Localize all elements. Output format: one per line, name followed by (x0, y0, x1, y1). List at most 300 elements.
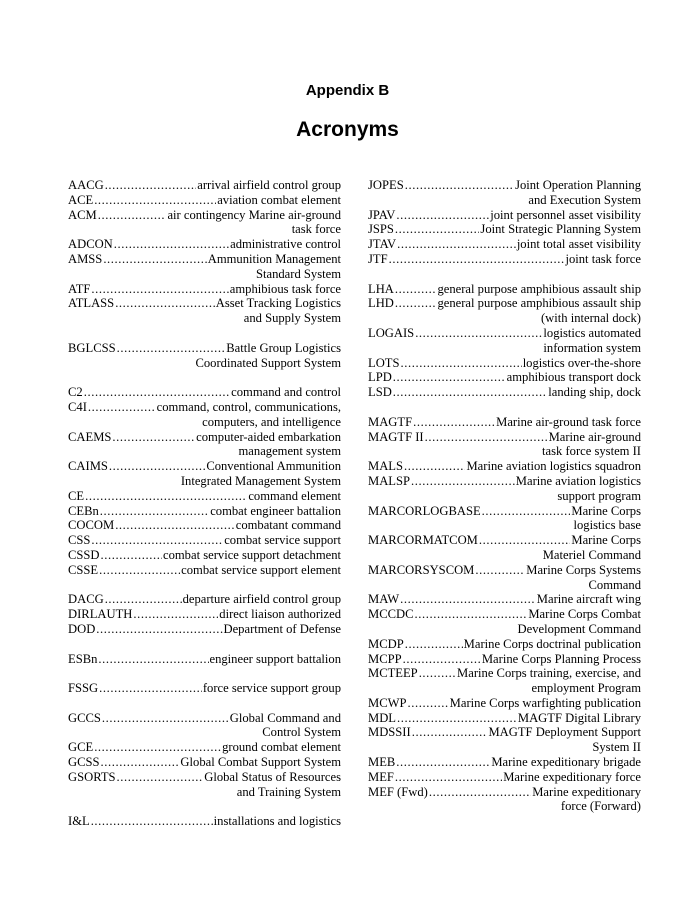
acronym-line (368, 326, 641, 341)
acronym-line (368, 696, 641, 711)
acronym-definition: Marine aviation logistics squadron (466, 459, 641, 474)
acronym-entry (68, 504, 341, 519)
acronym-definition: Marine Corps (571, 533, 641, 548)
acronym-term: MARCORSYSCOM (368, 562, 475, 577)
acronym-entry (68, 711, 341, 741)
acronym-term: MALSP (368, 473, 410, 488)
acronym-entry (68, 430, 341, 460)
acronym-definition: Global Command and (229, 710, 341, 725)
dot-leader (404, 459, 465, 474)
acronym-definition-continued: Materiel Command (542, 547, 641, 562)
acronym-line (68, 563, 341, 578)
acronym-term: MEB (368, 755, 396, 770)
dot-leader (99, 563, 180, 578)
acronym-definition: command element (248, 488, 341, 503)
acronym-term: JPAV (368, 207, 396, 222)
acronym-term: LPD (368, 370, 392, 385)
acronym-definition: Marine expeditionary brigade (491, 755, 641, 770)
acronym-definition: Marine air-ground (548, 429, 641, 444)
acronym-definition: installations and logistics (213, 814, 341, 829)
acronym-list-right (368, 178, 641, 814)
acronym-term: MCDP (368, 636, 404, 651)
acronym-entry (68, 208, 341, 238)
acronym-line (368, 474, 641, 489)
dot-leader (114, 237, 229, 252)
acronym-term: JSPS (368, 222, 394, 237)
acronym-definition: Marine expeditionary (532, 784, 641, 799)
acronym-entry (368, 430, 641, 460)
dot-leader (117, 770, 204, 785)
acronym-entry (368, 356, 641, 371)
acronym-line (68, 178, 341, 193)
acronym-entry (368, 755, 641, 770)
acronym-term: ADCON (68, 237, 113, 252)
acronym-line (68, 814, 341, 829)
acronym-term: MALS (368, 459, 403, 474)
acronym-term: MCPP (368, 651, 402, 666)
dot-leader (475, 563, 525, 578)
acronym-definition: Global Status of Resources (204, 769, 341, 784)
acronym-entry (368, 282, 641, 297)
acronym-definition-continued: computers, and intelligence (202, 414, 341, 429)
acronym-line (68, 740, 341, 755)
acronym-entry (368, 533, 641, 563)
acronym-definition: Department of Defense (223, 621, 341, 636)
dot-leader (397, 711, 517, 726)
acronym-term: GCCS (68, 710, 101, 725)
acronym-line (368, 666, 641, 681)
acronym-entry (68, 592, 341, 607)
acronym-definition: amphibious transport dock (506, 370, 641, 385)
dot-leader (415, 326, 542, 341)
acronym-definition: combatant command (235, 518, 341, 533)
acronym-entry (368, 208, 641, 223)
acronym-definition: Joint Operation Planning (515, 178, 641, 192)
acronym-definition: Marine aircraft wing (536, 592, 641, 607)
acronym-line (368, 725, 641, 740)
acronym-line (68, 607, 341, 622)
acronym-definition: Marine Corps (571, 503, 641, 518)
acronym-line (368, 607, 641, 622)
acronym-term: GCSS (68, 755, 100, 770)
acronym-line (68, 252, 341, 267)
acronym-term: JTF (368, 251, 388, 266)
acronym-line (68, 237, 341, 252)
acronym-line (368, 652, 641, 667)
acronym-term: DOD (68, 621, 96, 636)
dot-leader (412, 725, 488, 740)
dot-leader (91, 533, 223, 548)
acronym-line (368, 296, 641, 311)
acronym-line (368, 592, 641, 607)
acronym-line (68, 208, 341, 223)
acronym-entry (368, 415, 641, 430)
acronym-term: ESBn (68, 651, 98, 666)
entry-spacer (368, 400, 641, 415)
acronym-entry (368, 222, 641, 237)
acronym-entry (368, 711, 641, 726)
acronym-definition: ground combat element (222, 740, 341, 755)
acronym-entry (68, 282, 341, 297)
dot-leader (109, 459, 205, 474)
dot-leader (403, 652, 481, 667)
acronym-term: I&L (68, 814, 90, 829)
acronym-entry (368, 474, 641, 504)
acronym-definition: joint total asset visibility (516, 237, 641, 252)
dot-leader (101, 755, 180, 770)
acronym-definition-continued: information system (543, 340, 641, 355)
dot-leader (101, 548, 162, 563)
acronym-entry (368, 370, 641, 385)
acronym-term: CSSE (68, 562, 99, 577)
acronym-entry (368, 652, 641, 667)
acronym-definition: logistics automated (543, 325, 641, 340)
acronym-entry (68, 770, 341, 800)
acronym-definition: air contingency Marine air-ground (167, 207, 341, 222)
dot-leader (94, 193, 216, 208)
acronym-entry (368, 696, 641, 711)
entry-spacer (368, 267, 641, 282)
acronym-definition: Marine Corps warfighting publication (449, 695, 641, 710)
acronym-definition: combat service support element (181, 562, 341, 577)
acronym-line (68, 430, 341, 445)
acronym-line (368, 237, 641, 252)
acronym-definition: Marine Corps training, exercise, and (457, 666, 641, 681)
dot-leader (94, 740, 221, 755)
acronym-definition: Joint Strategic Planning System (480, 222, 641, 237)
acronym-definition: Global Combat Support System (180, 755, 341, 770)
acronym-line (368, 356, 641, 371)
acronym-term: LHD (368, 296, 394, 311)
acronym-term: CE (68, 488, 85, 503)
dot-leader (100, 504, 209, 519)
acronym-line (368, 563, 641, 578)
acronym-term: MAGTF (368, 414, 413, 429)
acronym-line (368, 208, 641, 223)
acronym-entry (368, 592, 641, 607)
dot-leader (395, 770, 502, 785)
acronym-definition: general purpose amphibious assault ship (437, 296, 641, 311)
acronym-line (68, 622, 341, 637)
acronym-entry (68, 622, 341, 637)
acronym-line (368, 370, 641, 385)
acronym-term: MARCORLOGBASE (368, 503, 481, 518)
acronym-term: LHA (368, 281, 394, 296)
dot-leader (393, 385, 548, 400)
acronym-term: LOTS (368, 355, 400, 370)
acronym-line (368, 459, 641, 474)
acronym-definition-continued: Standard System (255, 266, 341, 281)
dot-leader (96, 622, 222, 637)
entry-spacer (68, 637, 341, 652)
acronym-line (368, 711, 641, 726)
acronym-term: ATF (68, 281, 91, 296)
acronym-term: DIRLAUTH (68, 607, 133, 622)
acronym-line (368, 415, 641, 430)
dot-leader (115, 518, 235, 533)
acronym-term: CEBn (68, 503, 99, 518)
acronym-term: MARCORMATCOM (368, 533, 478, 548)
dot-leader (411, 474, 515, 489)
acronym-definition: combat service support (224, 533, 341, 548)
acronym-term: CAIMS (68, 459, 108, 474)
acronym-line (368, 385, 641, 400)
acronym-definition: combat service support detachment (163, 547, 341, 562)
acronym-entry (68, 385, 341, 400)
acronym-line (68, 282, 341, 297)
dot-leader (395, 222, 480, 237)
dot-leader (112, 430, 195, 445)
acronym-definition-continued: Coordinated Support System (195, 355, 341, 370)
acronym-definition-continued: Development Command (517, 621, 641, 636)
acronym-line (68, 489, 341, 504)
acronym-entry (68, 178, 341, 193)
acronym-entry (368, 237, 641, 252)
acronym-definition: Ammunition Management (207, 251, 341, 266)
acronym-term: LSD (368, 385, 392, 400)
acronym-definition: general purpose amphibious assault ship (437, 281, 641, 296)
acronym-entry (368, 563, 641, 593)
dot-leader (117, 341, 226, 356)
dot-leader (105, 592, 182, 607)
acronym-term: FSSG (68, 681, 99, 696)
acronym-entry (68, 652, 341, 667)
appendix-label: Appendix B (305, 82, 390, 99)
acronym-definition: aviation combat element (217, 192, 341, 207)
acronym-entry (68, 533, 341, 548)
acronym-line (68, 193, 341, 208)
acronym-definition: Marine Corps doctrinal publication (463, 636, 641, 651)
acronym-term: ACM (68, 207, 97, 222)
acronym-line (368, 770, 641, 785)
acronym-entry (68, 681, 341, 696)
dot-leader (91, 282, 228, 297)
acronym-line (68, 341, 341, 356)
entry-spacer (68, 799, 341, 814)
dot-leader (429, 785, 531, 800)
dot-leader (393, 370, 506, 385)
dot-leader (405, 178, 514, 193)
acronym-definition: arrival airfield control group (197, 178, 341, 192)
acronym-definition-continued: Control System (262, 725, 341, 740)
acronym-line (68, 652, 341, 667)
dot-leader (425, 430, 548, 445)
page-title: Acronyms (296, 118, 399, 141)
acronym-entry (368, 252, 641, 267)
acronym-entry (368, 725, 641, 755)
acronym-definition-continued: Integrated Management System (180, 473, 341, 488)
acronym-definition: amphibious task force (229, 281, 341, 296)
acronym-line (68, 518, 341, 533)
dot-leader (405, 637, 463, 652)
acronym-line (368, 785, 641, 800)
acronym-term: CSS (68, 533, 91, 548)
acronym-line (368, 637, 641, 652)
acronym-definition-continued: and Training System (236, 784, 341, 799)
acronym-list-left (68, 178, 341, 829)
acronym-entry (368, 637, 641, 652)
acronym-entry (368, 459, 641, 474)
acronym-definition: Marine expeditionary force (503, 769, 641, 784)
dot-leader (88, 400, 156, 415)
dot-leader (396, 208, 489, 223)
acronym-term: CSSD (68, 547, 100, 562)
dot-leader (103, 252, 206, 267)
dot-leader (397, 237, 516, 252)
acronym-definition: force service support group (202, 681, 341, 696)
acronym-definition: command and control (231, 385, 341, 400)
acronym-line (68, 533, 341, 548)
acronym-definition-continued: and Supply System (243, 311, 341, 326)
acronym-definition: computer-aided embarkation (196, 429, 341, 444)
acronym-definition: command, control, communications, (156, 399, 341, 414)
acronym-definition: administrative control (230, 237, 341, 252)
acronym-entry (368, 607, 641, 637)
acronym-term: MAW (368, 592, 400, 607)
acronym-term: LOGAIS (368, 325, 415, 340)
dot-leader (395, 282, 437, 297)
acronym-line (68, 548, 341, 563)
acronym-entry (68, 296, 341, 326)
acronym-entry (68, 237, 341, 252)
acronym-definition-continued: task force system II (542, 444, 641, 459)
acronym-line (368, 533, 641, 548)
acronym-term: GCE (68, 740, 94, 755)
acronym-definition: MAGTF Deployment Support (488, 725, 641, 740)
dot-leader (396, 755, 490, 770)
acronym-entry (68, 459, 341, 489)
dot-leader (389, 252, 565, 267)
acronym-entry (68, 563, 341, 578)
acronym-line (68, 385, 341, 400)
dot-leader (102, 711, 229, 726)
acronym-term: MEF (Fwd) (368, 784, 428, 799)
acronym-definition: Marine Corps Systems (526, 562, 641, 577)
acronym-entry (68, 193, 341, 208)
acronym-term: BGLCSS (68, 340, 116, 355)
acronym-line (68, 681, 341, 696)
acronym-definition-continued: force (Forward) (560, 799, 641, 814)
acronym-line (68, 755, 341, 770)
acronym-entry (368, 770, 641, 785)
dot-leader (84, 385, 230, 400)
acronym-entry (68, 607, 341, 622)
acronym-definition-continued: task force (291, 222, 341, 237)
acronym-entry (68, 814, 341, 829)
acronym-term: DACG (68, 592, 104, 607)
acronym-term: JTAV (368, 237, 397, 252)
acronym-entry (368, 178, 641, 208)
acronym-term: MEF (368, 769, 394, 784)
dot-leader (85, 489, 247, 504)
acronym-entry (68, 548, 341, 563)
acronym-definition-continued: logistics base (573, 518, 641, 533)
dot-leader (419, 666, 456, 681)
acronym-line (68, 504, 341, 519)
acronym-line (68, 296, 341, 311)
entry-spacer (68, 696, 341, 711)
dot-leader (133, 607, 218, 622)
acronym-definition: Marine Corps Planning Process (481, 651, 641, 666)
acronym-definition: departure airfield control group (182, 592, 341, 607)
acronym-definition: MAGTF Digital Library (517, 710, 641, 725)
acronym-term: MCCDC (368, 607, 414, 622)
acronym-line (368, 222, 641, 237)
acronym-definition: joint personnel asset visibility (490, 207, 641, 222)
dot-leader (98, 652, 208, 667)
acronym-term: MCWP (368, 695, 407, 710)
acronym-term: MCTEEP (368, 666, 418, 681)
acronym-definition-continued: support program (557, 488, 641, 503)
dot-leader (91, 814, 213, 829)
acronym-definition: Conventional Ammunition (206, 459, 341, 474)
acronym-line (368, 504, 641, 519)
acronym-line (68, 592, 341, 607)
acronym-definition: combat engineer battalion (210, 503, 341, 518)
acronym-definition: direct liaison authorized (219, 607, 341, 622)
acronym-entry (368, 666, 641, 696)
acronym-definition-continued: employment Program (531, 681, 641, 696)
acronym-term: MDL (368, 710, 396, 725)
acronym-line (368, 755, 641, 770)
acronym-definition: Marine aviation logistics (515, 473, 641, 488)
acronym-entry (68, 489, 341, 504)
dot-leader (99, 681, 202, 696)
acronym-line (68, 711, 341, 726)
dot-leader (413, 415, 495, 430)
dot-leader (400, 356, 521, 371)
dot-leader (400, 592, 536, 607)
acronym-term: MAGTF II (368, 429, 424, 444)
acronym-term: JOPES (368, 178, 404, 192)
acronym-entry (68, 400, 341, 430)
acronym-entry (68, 740, 341, 755)
acronym-line (68, 770, 341, 785)
acronym-entry (368, 504, 641, 534)
acronym-entry (368, 326, 641, 356)
acronym-definition: Asset Tracking Logistics (215, 296, 341, 311)
acronym-term: MDSSII (368, 725, 411, 740)
acronym-definition: landing ship, dock (548, 385, 641, 400)
acronym-term: COCOM (68, 518, 115, 533)
acronym-definition-continued: and Execution System (528, 192, 641, 207)
dot-leader (105, 178, 197, 193)
acronym-entry (68, 755, 341, 770)
acronym-line (368, 178, 641, 193)
acronym-entry (68, 518, 341, 533)
acronym-entry (368, 296, 641, 326)
acronym-line (368, 282, 641, 297)
acronym-term: AMSS (68, 251, 103, 266)
dot-leader (479, 533, 571, 548)
dot-leader (98, 208, 167, 223)
acronym-entry (368, 785, 641, 815)
acronym-term: ACE (68, 192, 94, 207)
acronym-term: ATLASS (68, 296, 115, 311)
acronym-term: C2 (68, 385, 83, 400)
acronym-entry (68, 341, 341, 371)
dot-leader (482, 504, 571, 519)
acronym-definition: joint task force (565, 251, 641, 266)
acronym-definition: engineer support battalion (209, 651, 341, 666)
acronym-definition-continued: Command (588, 577, 641, 592)
entry-spacer (68, 578, 341, 593)
acronym-line (368, 252, 641, 267)
acronym-definition-continued: (with internal dock) (540, 311, 641, 326)
acronym-entry (68, 252, 341, 282)
acronym-term: CAEMS (68, 429, 112, 444)
acronym-entry (368, 385, 641, 400)
